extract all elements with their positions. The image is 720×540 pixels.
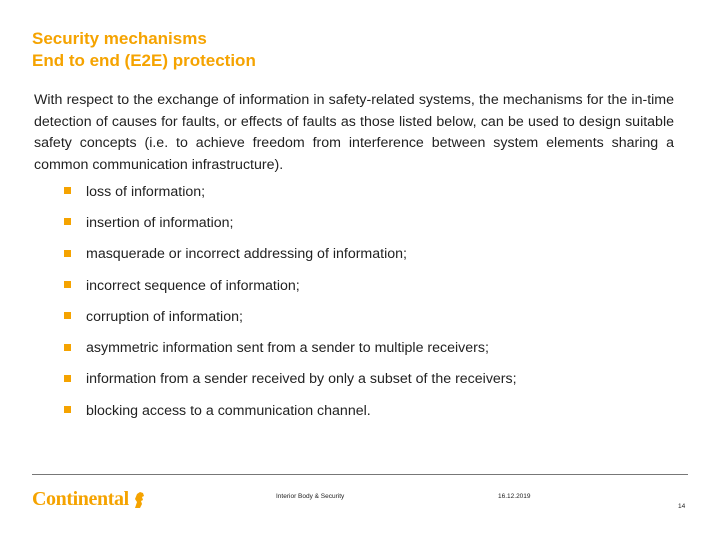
bullet-square-icon (64, 375, 71, 382)
bullet-item (64, 364, 517, 395)
bullet-text: asymmetric information sent from a sender to multiple receivers; (86, 340, 489, 357)
bullet-square-icon (64, 250, 71, 257)
bullet-square-icon (64, 218, 71, 225)
bullet-text: insertion of information; (86, 214, 234, 231)
bullet-square-icon (64, 406, 71, 413)
bullet-text: information from a sender received by only a subset of the receivers; (86, 371, 517, 388)
slide-title-line-1: Security mechanisms (32, 29, 207, 48)
bullet-item (64, 176, 517, 207)
bullet-square-icon (64, 344, 71, 351)
footer-department: Interior Body & Security (276, 493, 345, 500)
bullet-item (64, 395, 517, 426)
logo-wordmark: Continental (32, 488, 129, 510)
bullet-item (64, 301, 517, 332)
bullet-text: loss of information; (86, 183, 206, 200)
continental-logo (32, 488, 146, 511)
footer-date: 16.12.2019 (498, 493, 531, 500)
bullet-text: masquerade or incorrect addressing of information; (86, 246, 407, 263)
bullet-text: corruption of information; (86, 308, 243, 325)
bullet-text: blocking access to a communication channel. (86, 402, 371, 419)
bullet-square-icon (64, 187, 71, 194)
horse-icon (132, 491, 146, 509)
bullet-item (64, 332, 517, 363)
bullet-item (64, 207, 517, 238)
page-number: 14 (678, 503, 686, 510)
bullet-square-icon (64, 312, 71, 319)
bullet-item (64, 239, 517, 270)
bullet-list (64, 176, 517, 426)
slide-title (32, 28, 256, 72)
footer-divider (32, 474, 688, 475)
intro-paragraph: With respect to the exchange of information in safety-related systems, the mechanisms for the in-time detection of causes for faults, or effects of faults as those listed below, can be used to design suitable safety concepts (i.e. to achieve freedom from interference between system elements sharing a common communication infrastructure). (34, 92, 674, 173)
bullet-text: incorrect sequence of information; (86, 277, 300, 294)
bullet-square-icon (64, 281, 71, 288)
bullet-item (64, 270, 517, 301)
slide-title-line-2: End to end (E2E) protection (32, 51, 256, 70)
